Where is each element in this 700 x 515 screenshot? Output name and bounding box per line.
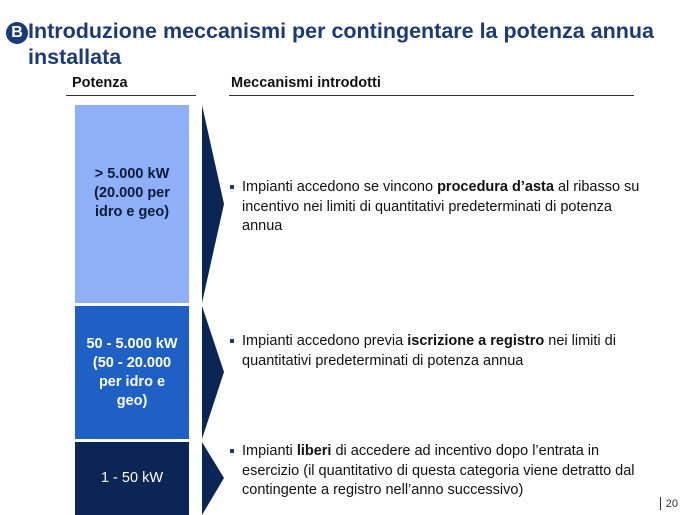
page-number-value: 20 [665,497,678,510]
power-line: per idro e [98,373,166,390]
power-line: (20.000 per [94,184,170,201]
column-header-potenza: Potenza [72,75,128,91]
power-line: > 5.000 kW [94,165,170,182]
power-box-low [75,442,189,515]
mechanism-bullet: Impianti accedono se vincono procedura d’asta al ribasso su incentivo nei limiti di quantitativi predeterminati di potenza annua [230,178,640,237]
power-line: (50 - 20.000 [92,354,172,371]
slide-title: Introduzione meccanismi per contingentare la potenza annua installata [28,19,654,69]
power-line: 50 - 5.000 kW [86,335,178,352]
power-box-medium [75,306,189,439]
column-divider-left [66,95,196,96]
bullet-square-icon [230,449,234,453]
chevron-arrow-icon [202,442,224,515]
power-line: 1 - 50 kW [100,470,164,486]
page-number [660,497,678,510]
page-number-divider [660,497,661,510]
column-divider-right [229,95,634,96]
section-badge-icon: B [6,22,28,44]
power-line: idro e geo) [94,203,170,220]
power-line: geo) [116,392,148,409]
chevron-arrow-icon [202,105,224,303]
bullet-square-icon [230,185,234,189]
mechanism-bullet: Impianti accedono previa iscrizione a registro nei limiti di quantitativi predeterminati di potenza annua [230,332,640,371]
column-header-meccanismi: Meccanismi introdotti [231,75,381,91]
slide-header [6,18,686,70]
chevron-arrow-icon [202,306,224,439]
mechanism-bullet: Impianti liberi di accedere ad incentivo dopo l’entrata in esercizio (il quantitativo di questa categoria viene detratto dal contingente a registro nell’anno successivo) [230,442,640,501]
power-box-high [75,105,189,303]
bullet-square-icon [230,339,234,343]
